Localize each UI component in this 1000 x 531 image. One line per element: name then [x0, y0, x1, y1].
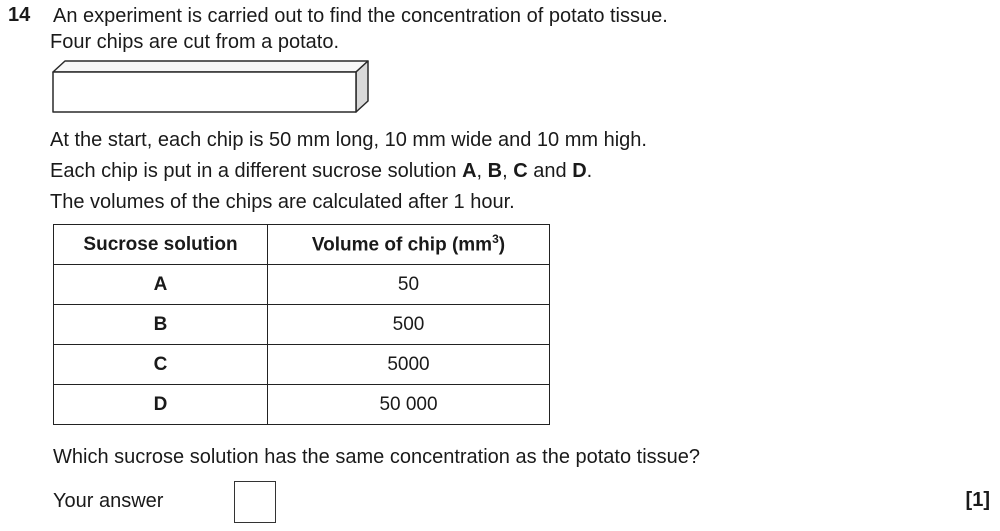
- cell-volume: 50 000: [268, 385, 550, 425]
- start-mid-2: wide and: [445, 129, 537, 151]
- table-header-row: [54, 225, 550, 265]
- solution-b-label: B: [487, 160, 503, 182]
- chip-height: 10 mm: [536, 129, 599, 151]
- chip-top-face: [53, 61, 368, 72]
- header-sucrose-solution: Sucrose solution: [54, 225, 268, 265]
- intro-line-1: An experiment is carried out to find the concentration of potato tissue.: [53, 5, 668, 27]
- header-volume-close: ): [498, 234, 506, 256]
- volume-line: The volumes of the chips are calculated after 1 hour.: [50, 191, 515, 213]
- solution-d-label: D: [572, 160, 587, 182]
- start-prefix: At the start, each chip is: [50, 129, 269, 151]
- header-volume-of-chip: [268, 225, 550, 265]
- table-row: [54, 345, 550, 385]
- solutions-end: .: [586, 160, 593, 182]
- solutions-line: [50, 159, 592, 183]
- cell-solution: D: [54, 385, 268, 425]
- chip-length: 50 mm: [269, 129, 331, 151]
- cell-volume: 5000: [268, 345, 550, 385]
- cell-solution: A: [54, 265, 268, 305]
- potato-chip-diagram: [52, 60, 372, 116]
- results-table: [53, 224, 550, 425]
- table-row: [54, 305, 550, 345]
- start-mid-1: long,: [330, 129, 385, 151]
- solutions-sep-1: ,: [476, 160, 488, 182]
- answer-box[interactable]: [234, 481, 276, 523]
- intro-line-2: Four chips are cut from a potato.: [50, 31, 340, 53]
- chip-front-face: [53, 72, 356, 112]
- solution-a-label: A: [462, 160, 477, 182]
- question-number: 14: [8, 4, 31, 26]
- cell-solution: B: [54, 305, 268, 345]
- marks-label: [1]: [965, 489, 990, 511]
- cell-volume: 50: [268, 265, 550, 305]
- cell-solution: C: [54, 345, 268, 385]
- solutions-and: and: [527, 160, 573, 182]
- chip-width: 10 mm: [384, 129, 446, 151]
- answer-label: Your answer: [53, 490, 164, 512]
- solution-c-label: C: [513, 160, 528, 182]
- header-volume-text: Volume of chip (mm: [311, 234, 493, 256]
- solutions-sep-2: ,: [502, 160, 514, 182]
- start-dimensions-line: [50, 128, 647, 152]
- solutions-prefix: Each chip is put in a different sucrose solution: [50, 160, 463, 182]
- header-volume-sup: 3: [492, 232, 499, 247]
- table-row: [54, 265, 550, 305]
- table-row: [54, 385, 550, 425]
- start-suffix: high.: [598, 129, 647, 151]
- cell-volume: 500: [268, 305, 550, 345]
- question-prompt: Which sucrose solution has the same concentration as the potato tissue?: [53, 446, 701, 468]
